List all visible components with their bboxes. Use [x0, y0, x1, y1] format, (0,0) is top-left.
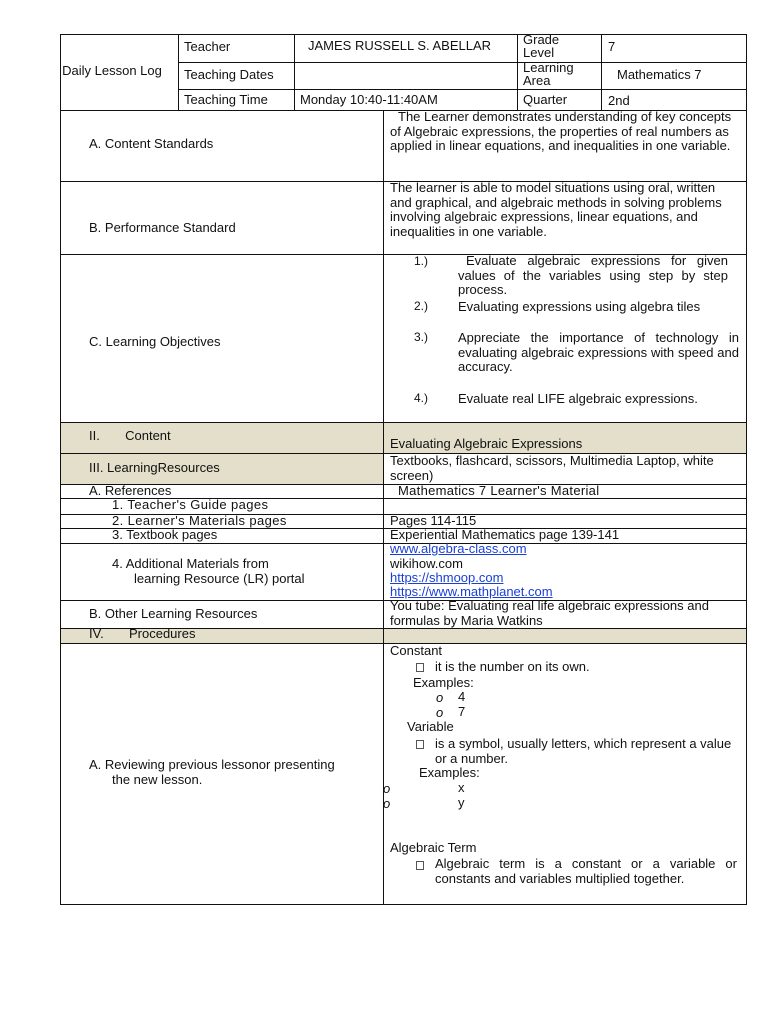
objective-item: Appreciate the importance of technology in evaluating algebraic expressions with speed and accuracy. — [458, 330, 739, 374]
additional-materials-label: 4. Additional Materials from — [112, 556, 269, 571]
objective-number: 3.) — [414, 330, 429, 344]
resource-link[interactable] — [390, 585, 553, 599]
learning-resources-text: Textbooks, flashcard, scissors, Multimedia Laptop, white screen) — [390, 453, 714, 483]
content-label: II. Content — [89, 428, 171, 443]
content-standards-text: The Learner demonstrates understanding of key concepts of Algebraic expressions, the properties of real numbers as applied in linear equations, and inequalities in one variable. — [390, 109, 732, 153]
log-title: Daily Lesson Log — [62, 63, 162, 78]
constant-example: 4 — [458, 689, 466, 704]
quarter-label: Quarter — [523, 92, 568, 107]
resource-link-text[interactable]: https://www.mathplanet.com — [390, 584, 553, 599]
circle-bullet-icon: o — [383, 781, 391, 796]
algebraic-term-definition: Algebraic term is a constant or a variable or constants and variables multiplied together. — [435, 856, 737, 886]
time-value: Monday 10:40-11:40AM — [300, 92, 438, 107]
learning-objectives-label: C. Learning Objectives — [89, 334, 221, 349]
references-text: Mathematics 7 Learner's Material — [398, 483, 600, 498]
examples-label: Examples: — [413, 675, 474, 690]
area-value: Mathematics 7 — [617, 67, 702, 82]
checkbox-bullet-icon — [416, 861, 424, 870]
checkbox-bullet-icon — [416, 663, 424, 672]
constant-example: 7 — [458, 704, 466, 719]
circle-bullet-icon: o — [436, 690, 444, 705]
teacher-label: Teacher — [184, 39, 231, 54]
grade-label: Grade Level — [523, 32, 560, 60]
textbook-label: 3. Textbook pages — [112, 527, 218, 542]
resource-link[interactable] — [390, 571, 503, 585]
teachers-guide-label: 1. Teacher's Guide pages — [112, 497, 269, 512]
objective-number: 4.) — [414, 391, 429, 405]
resource-text: wikihow.com — [390, 556, 463, 571]
variable-title: Variable — [407, 719, 454, 734]
performance-standard-text: The learner is able to model situations using oral, written and graphical, and algebraic methods in solving problems involving algebraic expressions, linear equations, and inequalities in one variable. — [390, 180, 722, 239]
other-resources-label: B. Other Learning Resources — [89, 606, 258, 621]
learners-materials-value: Pages 114-115 — [390, 513, 477, 528]
quarter-value: 2nd — [608, 93, 630, 108]
additional-materials-label-2: learning Resource (LR) portal — [134, 571, 305, 586]
reviewing-label-2: the new lesson. — [112, 772, 203, 787]
circle-bullet-icon: o — [436, 705, 444, 720]
content-standards-label: A. Content Standards — [89, 136, 214, 151]
content-text: Evaluating Algebraic Expressions — [390, 436, 583, 451]
resource-link[interactable] — [390, 542, 527, 556]
checkbox-bullet-icon — [416, 740, 424, 749]
objective-number: 1.) — [414, 254, 429, 268]
reviewing-label: A. Reviewing previous lessonor presenting — [89, 757, 335, 772]
variable-example: x — [458, 780, 465, 795]
area-label: Learning Area — [523, 60, 574, 88]
resource-link-text[interactable]: https://shmoop.com — [390, 570, 504, 585]
time-label: Teaching Time — [184, 92, 268, 107]
constant-title: Constant — [390, 643, 443, 658]
objective-item: Evaluate algebraic expressions for given values of the variables using step by step process. — [458, 253, 728, 297]
performance-standard-label: B. Performance Standard — [89, 220, 236, 235]
procedures-label: IV. Procedures — [89, 626, 196, 641]
other-resources-text: You tube: Evaluating real life algebraic expressions and formulas by Maria Watkins — [390, 598, 709, 628]
examples-label: Examples: — [419, 765, 480, 780]
objective-number: 2.) — [414, 299, 429, 313]
references-label: A. References — [89, 483, 172, 498]
learning-resources-label: III. LearningResources — [89, 460, 220, 475]
variable-definition: is a symbol, usually letters, which represent a value or a number. — [435, 736, 732, 766]
objective-item: Evaluating expressions using algebra tiles — [458, 299, 701, 314]
textbook-value: Experiential Mathematics page 139-141 — [390, 527, 620, 542]
resource-link-text[interactable]: www.algebra-class.com — [390, 541, 527, 556]
constant-definition: it is the number on its own. — [435, 659, 590, 674]
algebraic-term-title: Algebraic Term — [390, 840, 477, 855]
objective-item: Evaluate real LIFE algebraic expressions. — [458, 391, 698, 406]
dates-label: Teaching Dates — [184, 67, 274, 82]
learners-materials-label: 2. Learner's Materials pages — [112, 513, 287, 528]
variable-example: y — [458, 795, 465, 810]
teacher-value: JAMES RUSSELL S. ABELLAR — [308, 38, 492, 53]
circle-bullet-icon: o — [383, 796, 391, 811]
grade-value: 7 — [608, 39, 616, 54]
